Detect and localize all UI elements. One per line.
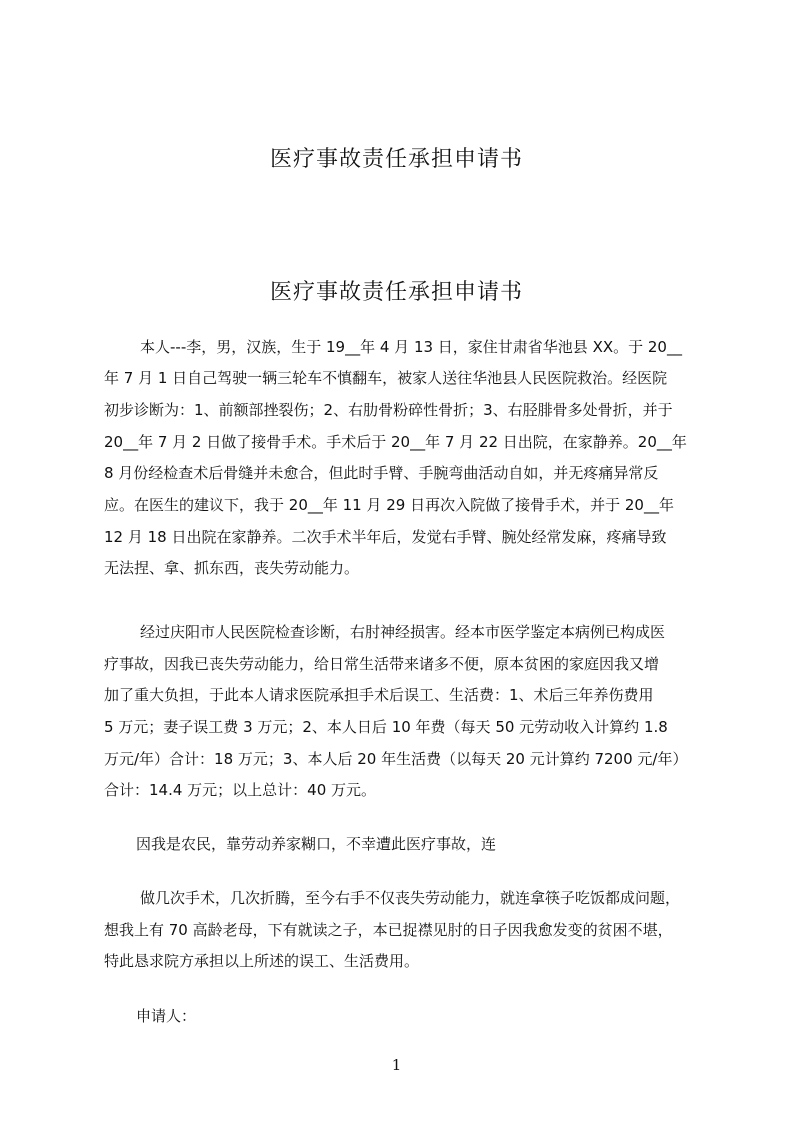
applicant-label: 申请人： bbox=[136, 1007, 197, 1025]
paragraph-2-line: 合计：14.4 万元；以上总计：40 万元。 bbox=[104, 781, 377, 799]
paragraph-1-line: 初步诊断为：1、前额部挫裂伤；2、右肋骨粉碎性骨折；3、右胫腓骨多处骨折，并于 bbox=[104, 401, 673, 419]
paragraph-4-line: 做几次手术，几次折腾，至今右手不仅丧失劳动能力，就连拿筷子吃饭都成问题， bbox=[140, 889, 681, 907]
paragraph-2-line: 疗事故，因我已丧失劳动能力，给日常生活带来诸多不便，原本贫困的家庭因我又增 bbox=[104, 655, 660, 673]
paragraph-1-line: 无法捏、拿、抓东西，丧失劳动能力。 bbox=[104, 559, 360, 577]
paragraph-2-line: 加了重大负担，于此本人请求医院承担手术后误工、生活费：1、术后三年养伤费用 bbox=[104, 686, 654, 704]
page-number: 1 bbox=[391, 1056, 402, 1074]
paragraph-2-line: 万元/年）合计：18 万元；3、本人后 20 年生活费（以每天 20 元计算约 7200 元/年） bbox=[104, 750, 688, 768]
paragraph-1-line: 本人---李，男，汉族，生于 19__年 4 月 13 日，家住甘肃省华池县 XX。于 20__ bbox=[140, 338, 682, 356]
paragraph-3: 因我是农民，靠劳动养家糊口，不幸遭此医疗事故，连 bbox=[136, 835, 497, 853]
document-title-header: 医疗事故责任承担申请书 bbox=[269, 147, 523, 172]
paragraph-4-line: 想我上有 70 高龄老母，下有就读之子，本已捉襟见肘的日子因我愈发变的贫困不堪， bbox=[104, 921, 673, 939]
paragraph-1-line: 20__年 7 月 2 日做了接骨手术。手术后于 20__年 7 月 22 日出院，在家静养。20__年 bbox=[104, 433, 687, 451]
paragraph-1-line: 年 7 月 1 日自己驾驶一辆三轮车不慎翻车，被家人送往华池县人民医院救治。经医院 bbox=[104, 369, 668, 387]
paragraph-1-line: 8 月份经检查术后骨缝并未愈合，但此时手臂、手腕弯曲活动自如，并无疼痛异常反 bbox=[104, 464, 659, 482]
paragraph-1-line: 应。在医生的建议下，我于 20__年 11 月 29 日再次入院做了接骨手术，并于 20__年 bbox=[104, 496, 674, 514]
paragraph-2-line: 经过庆阳市人民医院检查诊断，右肘神经损害。经本市医学鉴定本病例已构成医 bbox=[140, 623, 666, 641]
paragraph-2-line: 5 万元；妻子误工费 3 万元；2、本人日后 10 年费（每天 50 元劳动收入计算约 1.8 bbox=[104, 718, 668, 736]
paragraph-1-line: 12 月 18 日出院在家静养。二次手术半年后，发觉右手臂、腕处经常发麻，疼痛导致 bbox=[104, 528, 667, 546]
document-title: 医疗事故责任承担申请书 bbox=[269, 280, 523, 305]
paragraph-4-line: 特此恳求院方承担以上所述的误工、生活费用。 bbox=[104, 952, 420, 970]
